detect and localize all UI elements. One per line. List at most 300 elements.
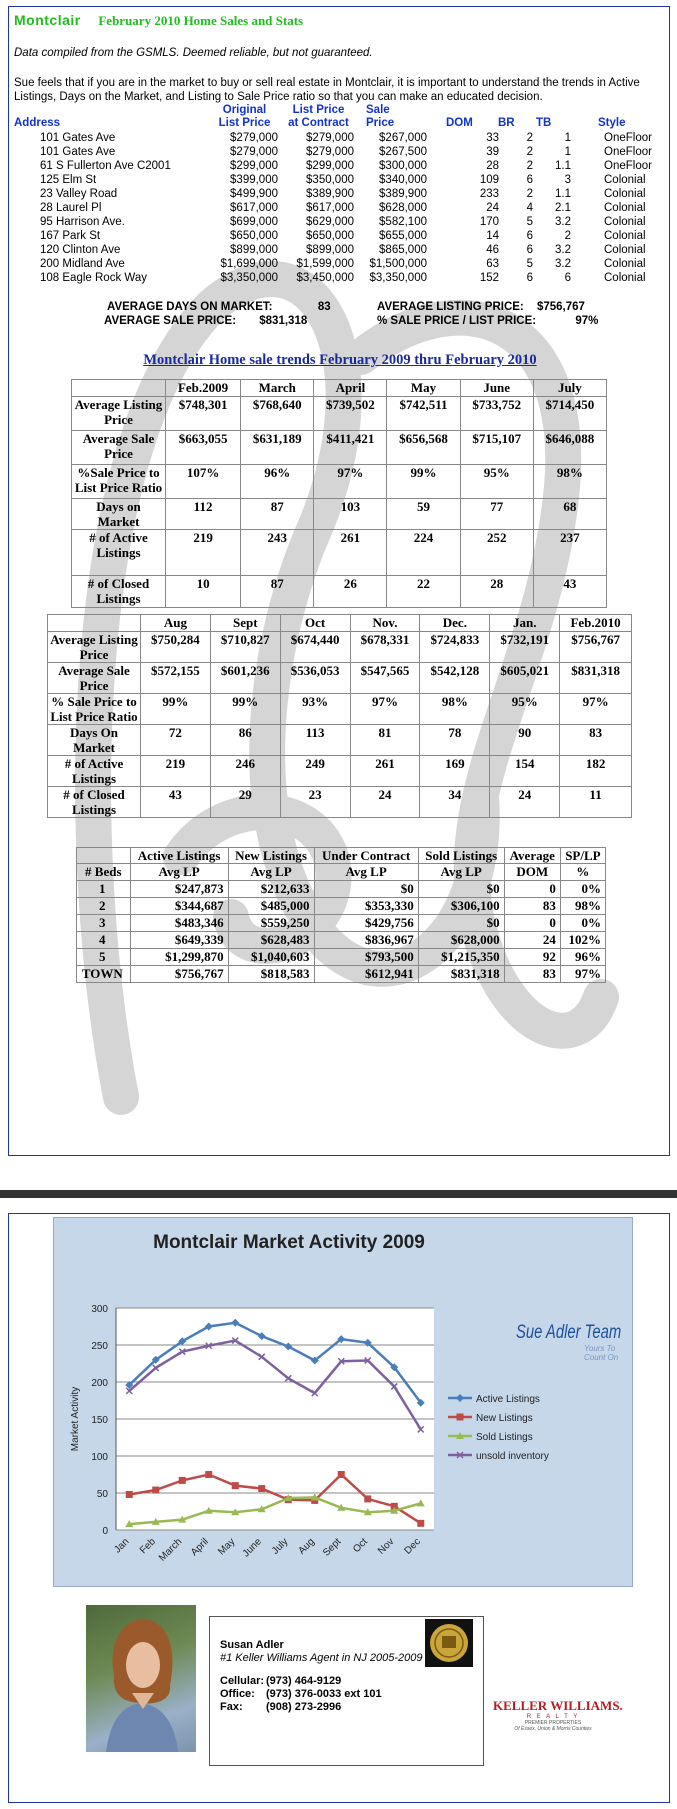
table-cell: 43 — [141, 787, 211, 818]
listing-dom: 14 — [486, 230, 499, 242]
x-tick-label: Sept — [321, 1536, 344, 1559]
table-row — [77, 966, 606, 983]
listing-original-price: $3,350,000 — [220, 272, 278, 284]
y-tick-label: 100 — [91, 1452, 108, 1463]
table-cell: 95% — [460, 465, 533, 499]
listing-original-price: $617,000 — [230, 202, 278, 214]
table-cell: 99% — [210, 694, 280, 725]
table-cell: $656,568 — [387, 431, 460, 465]
table-row — [48, 663, 632, 694]
table-cell: 5 — [77, 949, 131, 966]
listing-style: Colonial — [604, 188, 646, 200]
y-tick-label: 300 — [91, 1304, 108, 1315]
agent-portrait-icon — [86, 1605, 196, 1752]
listing-sale-price: $267,000 — [379, 132, 427, 144]
cell-phone[interactable]: (973) 464-9129 — [266, 1675, 342, 1687]
fax-label: Fax: — [220, 1701, 243, 1713]
table-cell: 249 — [280, 756, 350, 787]
avg-dom — [107, 301, 331, 313]
listing-original-price: $399,000 — [230, 174, 278, 186]
listing-dom: 170 — [479, 216, 499, 228]
listing-original-price: $899,000 — [230, 244, 278, 256]
listing-baths: 3.2 — [555, 244, 571, 256]
table-cell: 0% — [560, 915, 605, 932]
group-header: Under Contract — [314, 848, 418, 864]
col-header-list-price-bottom: at Contract — [288, 117, 349, 129]
row-label: Average Listing Price — [72, 397, 166, 431]
table-cell: $212,633 — [228, 881, 314, 898]
table-cell: 22 — [387, 576, 460, 608]
listing-style: Colonial — [604, 258, 646, 270]
group-header: SP/LP — [560, 848, 605, 864]
month-header: Oct — [280, 615, 350, 632]
table-cell: 112 — [166, 499, 241, 530]
legend-label: Active Listings — [476, 1394, 540, 1405]
table-cell: $1,299,870 — [130, 949, 228, 966]
table-cell: $818,583 — [228, 966, 314, 983]
y-tick-label: 150 — [91, 1415, 108, 1426]
trends-title: Montclair Home sale trends February 2009 thru February 2010 — [143, 352, 537, 368]
table-cell: 83 — [560, 725, 632, 756]
table-cell: 34 — [420, 787, 490, 818]
table-cell: $1,215,350 — [418, 949, 504, 966]
table-cell: 72 — [141, 725, 211, 756]
listing-baths: 1.1 — [555, 160, 571, 172]
month-header: Dec. — [420, 615, 490, 632]
table-cell: 98% — [533, 465, 606, 499]
listing-list-price: $899,000 — [306, 244, 354, 256]
corner-cell — [72, 380, 166, 397]
table-cell: $601,236 — [210, 663, 280, 694]
table-cell: $429,756 — [314, 915, 418, 932]
table-cell: 224 — [387, 530, 460, 576]
month-header: March — [241, 380, 314, 397]
table-row — [48, 725, 632, 756]
table-row — [77, 932, 606, 949]
report-header — [14, 12, 303, 29]
month-header: Jan. — [490, 615, 560, 632]
table-cell: 243 — [241, 530, 314, 576]
col-header-address: Address — [14, 117, 61, 129]
table-cell: $0 — [314, 881, 418, 898]
table-cell: $1,040,603 — [228, 949, 314, 966]
table-cell: 29 — [210, 787, 280, 818]
listing-row — [19, 258, 669, 272]
table-row — [72, 499, 607, 530]
listing-style: Colonial — [604, 230, 646, 242]
table-cell: 43 — [533, 576, 606, 608]
table-cell: 24 — [350, 787, 420, 818]
sub-header: # Beds — [77, 864, 131, 881]
listing-bedrooms: 2 — [526, 188, 533, 200]
listing-bedrooms: 5 — [526, 216, 533, 228]
listing-sale-price: $628,000 — [379, 202, 427, 214]
table-cell: 99% — [387, 465, 460, 499]
col-header-original-bottom: List Price — [218, 117, 271, 129]
new-listings-point — [205, 1471, 212, 1478]
month-header: Sept — [210, 615, 280, 632]
avg-listing-price — [377, 301, 585, 313]
listing-bedrooms: 2 — [526, 132, 533, 144]
row-label: # of Closed Listings — [48, 787, 141, 818]
sub-header: DOM — [504, 864, 560, 881]
kw-brand: KELLER WILLIAMS. — [493, 1698, 623, 1713]
listing-row — [19, 230, 669, 244]
table-cell: 3 — [77, 915, 131, 932]
table-cell: 0% — [560, 881, 605, 898]
x-tick-label: Jan — [112, 1536, 132, 1556]
month-header: June — [460, 380, 533, 397]
table-cell: 103 — [314, 499, 387, 530]
row-label: Average Listing Price — [48, 632, 141, 663]
sub-header: Avg LP — [130, 864, 228, 881]
table-cell: $724,833 — [420, 632, 490, 663]
table-cell: $247,873 — [130, 881, 228, 898]
x-tick-label: Dec — [402, 1536, 423, 1557]
new-listings-point — [364, 1495, 371, 1502]
table-cell: $793,500 — [314, 949, 418, 966]
table-cell: 219 — [141, 756, 211, 787]
listing-list-price: $279,000 — [306, 146, 354, 158]
row-label: Days On Market — [48, 725, 141, 756]
sale-list-ratio — [377, 315, 598, 327]
table-cell: $483,346 — [130, 915, 228, 932]
col-header-style: Style — [598, 117, 626, 129]
listing-address: 125 Elm St — [40, 174, 97, 186]
listing-address: 101 Gates Ave — [40, 146, 116, 158]
listing-row — [19, 202, 669, 216]
listing-style: Colonial — [604, 244, 646, 256]
table-cell: $353,330 — [314, 898, 418, 915]
col-header-dom: DOM — [446, 117, 473, 129]
row-label: # of Active Listings — [48, 756, 141, 787]
table-cell: $485,000 — [228, 898, 314, 915]
table-cell: 93% — [280, 694, 350, 725]
kw-premier: PREMIER PROPERTIES — [524, 1720, 582, 1726]
table-cell: $612,941 — [314, 966, 418, 983]
table-cell: 90 — [490, 725, 560, 756]
table-cell: $831,318 — [560, 663, 632, 694]
table-cell: 68 — [533, 499, 606, 530]
listing-baths: 3.2 — [555, 258, 571, 270]
avg-sale-price — [104, 315, 307, 327]
sub-header: Avg LP — [418, 864, 504, 881]
listing-original-price: $499,900 — [230, 188, 278, 200]
x-tick-label: Oct — [351, 1536, 370, 1556]
row-label: % Sale Price to List Price Ratio — [48, 694, 141, 725]
table-cell: $756,767 — [560, 632, 632, 663]
table-cell: 77 — [460, 499, 533, 530]
row-label: %Sale Price to List Price Ratio — [72, 465, 166, 499]
table-cell: $710,827 — [210, 632, 280, 663]
row-label: # of Closed Listings — [72, 576, 166, 608]
report-subtitle: February 2010 Home Sales and Stats — [98, 13, 304, 28]
table-row — [77, 915, 606, 932]
month-header: May — [387, 380, 460, 397]
col-header-br: BR — [498, 117, 515, 129]
listing-sale-price: $267,500 — [379, 146, 427, 158]
listing-bedrooms: 5 — [526, 258, 533, 270]
table-cell: 97% — [314, 465, 387, 499]
table-cell: 78 — [420, 725, 490, 756]
table-cell: $748,301 — [166, 397, 241, 431]
listing-row — [19, 216, 669, 230]
legend-label: unsold inventory — [476, 1451, 549, 1462]
kw-realty: R E A L T Y — [526, 1714, 580, 1720]
x-tick-label: Feb — [137, 1536, 158, 1557]
table-cell: $756,767 — [130, 966, 228, 983]
table-cell: $536,053 — [280, 663, 350, 694]
table-cell: 237 — [533, 530, 606, 576]
new-listings-point — [417, 1520, 424, 1527]
listing-baths: 6 — [564, 272, 571, 284]
table-cell: 24 — [490, 787, 560, 818]
table-cell: 1 — [77, 881, 131, 898]
listing-dom: 63 — [486, 258, 499, 270]
listing-style: Colonial — [604, 202, 646, 214]
listing-address: 108 Eagle Rock Way — [40, 272, 147, 284]
listing-list-price: $389,900 — [306, 188, 354, 200]
listing-dom: 152 — [479, 272, 499, 284]
listing-dom: 233 — [479, 188, 499, 200]
table-cell: 219 — [166, 530, 241, 576]
group-header: Active Listings — [130, 848, 228, 864]
listing-list-price: $279,000 — [306, 132, 354, 144]
listing-bedrooms: 2 — [526, 160, 533, 172]
listing-style: OneFloor — [604, 132, 652, 144]
trends-table-feb-july — [71, 379, 607, 608]
table-cell: 96% — [241, 465, 314, 499]
team-tagline: Yours To Count On — [584, 1344, 619, 1362]
new-listings-point — [152, 1487, 159, 1494]
avg-dom-label: AVERAGE DAYS ON MARKET: — [107, 301, 273, 313]
legend-label: New Listings — [476, 1413, 533, 1424]
sub-header: Avg LP — [314, 864, 418, 881]
legend-label: Sold Listings — [476, 1432, 533, 1443]
avg-dom-value: 83 — [317, 301, 331, 313]
x-tick-label: March — [156, 1536, 185, 1564]
table-cell: 0 — [504, 915, 560, 932]
sub-header: Avg LP — [228, 864, 314, 881]
table-cell: 10 — [166, 576, 241, 608]
col-header-original — [207, 104, 282, 130]
listing-original-price: $279,000 — [230, 146, 278, 158]
bedroom-stats-table — [76, 847, 606, 983]
row-label: Days on Market — [72, 499, 166, 530]
x-tick-label: Aug — [296, 1536, 317, 1557]
listing-original-price: $699,000 — [230, 216, 278, 228]
listing-list-price: $650,000 — [306, 230, 354, 242]
listing-list-price: $299,000 — [306, 160, 354, 172]
legend-marker — [456, 1394, 464, 1402]
month-header: April — [314, 380, 387, 397]
group-header: New Listings — [228, 848, 314, 864]
table-row — [77, 949, 606, 966]
table-cell: $732,191 — [490, 632, 560, 663]
x-tick-label: May — [216, 1536, 238, 1558]
listing-dom: 24 — [486, 202, 499, 214]
row-label: Average Sale Price — [48, 663, 141, 694]
fax-number: (908) 273-2996 — [266, 1701, 342, 1713]
month-header: July — [533, 380, 606, 397]
x-tick-label: Nov — [376, 1536, 397, 1557]
table-cell: $631,189 — [241, 431, 314, 465]
listing-style: OneFloor — [604, 160, 652, 172]
table-cell: $674,440 — [280, 632, 350, 663]
table-cell: $605,021 — [490, 663, 560, 694]
table-cell: 2 — [77, 898, 131, 915]
table-row — [48, 694, 632, 725]
listing-baths: 2.1 — [555, 202, 571, 214]
table-cell: $836,967 — [314, 932, 418, 949]
table-cell: $663,055 — [166, 431, 241, 465]
table-cell: 97% — [350, 694, 420, 725]
table-cell: $0 — [418, 881, 504, 898]
listing-sale-price: $655,000 — [379, 230, 427, 242]
table-cell: 169 — [420, 756, 490, 787]
table-row — [72, 431, 607, 465]
table-cell: 261 — [314, 530, 387, 576]
listing-bedrooms: 6 — [526, 272, 533, 284]
listing-row — [19, 160, 669, 174]
table-cell: 83 — [504, 898, 560, 915]
report-page — [8, 6, 670, 1156]
listing-address: 120 Clinton Ave — [40, 244, 121, 256]
col-header-sale-price — [366, 104, 394, 130]
table-cell: 4 — [77, 932, 131, 949]
table-cell: $742,511 — [387, 397, 460, 431]
listing-sale-price: $389,900 — [379, 188, 427, 200]
listing-style: OneFloor — [604, 146, 652, 158]
table-cell: $411,421 — [314, 431, 387, 465]
table-header-row — [77, 848, 606, 864]
market-activity-chart — [53, 1217, 633, 1587]
table-cell: 95% — [490, 694, 560, 725]
row-label: # of Active Listings — [72, 530, 166, 576]
table-cell: $559,250 — [228, 915, 314, 932]
listing-baths: 2 — [564, 230, 571, 242]
col-header-list-price-top: List Price — [292, 104, 345, 116]
listing-address: 61 S Fullerton Ave C2001 — [40, 160, 171, 172]
table-row — [72, 397, 607, 431]
town-title: Montclair — [14, 12, 81, 28]
table-cell: $733,752 — [460, 397, 533, 431]
listing-dom: 109 — [479, 174, 499, 186]
table-cell: TOWN — [77, 966, 131, 983]
kw-counties: Of Essex, Union & Morris Counties — [514, 1726, 592, 1732]
group-header: Average — [504, 848, 560, 864]
trends-table-aug-feb — [47, 614, 632, 818]
y-tick-label: 0 — [102, 1526, 108, 1537]
new-listings-point — [126, 1491, 133, 1498]
listing-baths: 3.2 — [555, 216, 571, 228]
new-listings-point — [179, 1477, 186, 1484]
table-cell: $628,483 — [228, 932, 314, 949]
x-tick-label: July — [270, 1536, 291, 1557]
listing-sale-price: $1,500,000 — [369, 258, 427, 270]
disclaimer: Data compiled from the GSMLS. Deemed reliable, but not guaranteed. — [14, 47, 373, 59]
sale-list-ratio-value: 97% — [575, 315, 599, 327]
month-header: Feb.2010 — [560, 615, 632, 632]
table-row — [48, 632, 632, 663]
listing-row — [19, 174, 669, 188]
table-cell: 87 — [241, 576, 314, 608]
table-cell: $306,100 — [418, 898, 504, 915]
listing-sale-price: $340,000 — [379, 174, 427, 186]
listing-style: Colonial — [604, 272, 646, 284]
table-cell: $572,155 — [141, 663, 211, 694]
office-phone[interactable]: (973) 376-0033 ext 101 — [266, 1688, 382, 1700]
sub-header: % — [560, 864, 605, 881]
table-cell: 252 — [460, 530, 533, 576]
table-cell: $739,502 — [314, 397, 387, 431]
table-row — [72, 530, 607, 576]
avg-listing-price-value: $756,767 — [536, 301, 585, 313]
office-label: Office: — [220, 1688, 255, 1700]
table-cell: $750,284 — [141, 632, 211, 663]
month-header: Feb.2009 — [166, 380, 241, 397]
listing-address: 200 Midland Ave — [40, 258, 125, 270]
intro-text: Sue feels that if you are in the market to buy or sell real estate in Montclair, it is important to understand the trends in Active Listings, Days on the Market, and Listing to Sale Price ratio so that you can make an educated decision. — [14, 77, 640, 103]
table-cell: 23 — [280, 787, 350, 818]
avg-listing-price-label: AVERAGE LISTING PRICE: — [377, 301, 524, 313]
table-cell: 87 — [241, 499, 314, 530]
listing-style: Colonial — [604, 216, 646, 228]
table-cell: 182 — [560, 756, 632, 787]
table-row — [72, 465, 607, 499]
listing-row — [19, 188, 669, 202]
listing-address: 101 Gates Ave — [40, 132, 116, 144]
agent-card — [209, 1616, 484, 1766]
listing-baths: 3 — [564, 174, 571, 186]
sale-list-ratio-label: % SALE PRICE / LIST PRICE: — [377, 315, 537, 327]
listing-address: 167 Park St — [40, 230, 101, 242]
listing-sale-price: $3,350,000 — [369, 272, 427, 284]
table-cell: 81 — [350, 725, 420, 756]
x-tick-label: April — [188, 1536, 211, 1559]
listing-bedrooms: 6 — [526, 174, 533, 186]
table-cell: $768,640 — [241, 397, 314, 431]
month-header: Aug — [141, 615, 211, 632]
listing-row — [19, 146, 669, 160]
col-header-list-price — [281, 104, 356, 130]
cell-label: Cellular: — [220, 1675, 265, 1687]
sold-listings-list — [19, 132, 669, 286]
table-cell: $542,128 — [420, 663, 490, 694]
avg-sale-price-value: $831,318 — [259, 315, 308, 327]
new-listings-point — [232, 1482, 239, 1489]
y-axis-label: Market Activity — [70, 1386, 81, 1452]
listing-sale-price: $300,000 — [379, 160, 427, 172]
agent-name: Susan Adler — [220, 1639, 284, 1651]
listing-list-price: $1,599,000 — [296, 258, 354, 270]
listing-original-price: $279,000 — [230, 132, 278, 144]
col-header-sale-price-bottom: Price — [366, 117, 395, 129]
table-cell: $344,687 — [130, 898, 228, 915]
table-cell: $547,565 — [350, 663, 420, 694]
listing-original-price: $299,000 — [230, 160, 278, 172]
table-cell: 28 — [460, 576, 533, 608]
row-label: Average Sale Price — [72, 431, 166, 465]
table-row — [77, 881, 606, 898]
listing-list-price: $629,000 — [306, 216, 354, 228]
listing-list-price: $350,000 — [306, 174, 354, 186]
table-cell: 96% — [560, 949, 605, 966]
col-header-tb: TB — [536, 117, 552, 129]
listing-list-price: $617,000 — [306, 202, 354, 214]
listing-row — [19, 244, 669, 258]
table-row — [77, 898, 606, 915]
